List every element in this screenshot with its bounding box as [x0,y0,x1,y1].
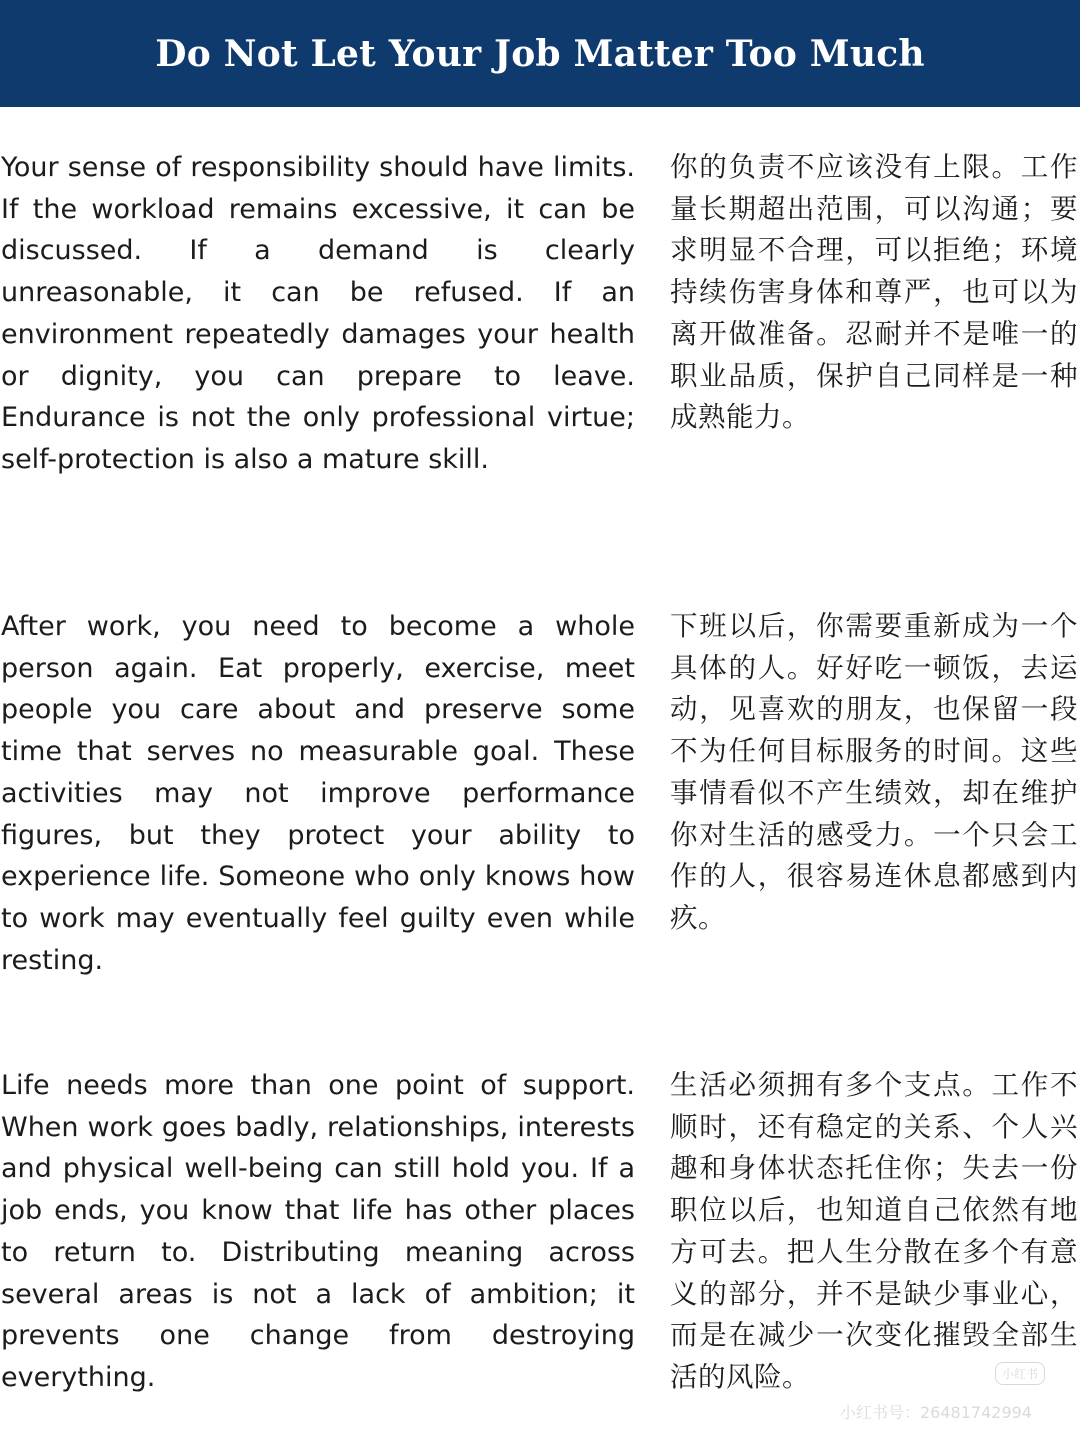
chinese-paragraph: 下班以后，你需要重新成为一个具体的人。好好吃一顿饭，去运动，见喜欢的朋友，也保留一段不为任何目标服务的时间。这些事情看似不产生绩效，却在维护你对生活的感受力。一个只会工作的人，很容易连休息都感到内疚。 [670,610,1078,934]
watermark-logo: 小红书 [995,1362,1045,1385]
english-paragraph: Your sense of responsibility should have limits. If the workload remains excessive, it can be discussed. If a demand is clearly unreasonable, it can be refused. If an environment repeatedly damages your health or dignity, you can prepare to leave. Endurance is not the only professional virtue; self-protection is also a mature skill. [1,152,635,475]
chinese-paragraph: 你的负责不应该没有上限。工作量长期超出范围，可以沟通；要求明显不合理，可以拒绝；环境持续伤害身体和尊严，也可以为离开做准备。忍耐并不是唯一的职业品质，保护自己同样是一种成熟能力。 [670,151,1078,434]
watermark-text: 小红书号：26481742994 [840,1403,1032,1422]
chinese-paragraph: 生活必须拥有多个支点。工作不顺时，还有稳定的关系、个人兴趣和身体状态托住你；失去一份职位以后，也知道自己依然有地方可去。把人生分散在多个有意义的部分，并不是缺少事业心，而是在减少一次变化摧毁全部生活的风险。 [670,1069,1078,1393]
page-header [0,0,1080,107]
english-paragraph: Life needs more than one point of support. When work goes badly, relationships, interests and physical well-being can still hold you. If a job ends, you know that life has other places to return to. Distributing meaning across several areas is not a lack of ambition; it prevents one change from destroying everything. [1,1070,635,1393]
english-paragraph: After work, you need to become a whole person again. Eat properly, exercise, meet people you care about and preserve some time that serves no measurable goal. These activities may not improve performance figures, but they protect your ability to experience life. Someone who only knows how to work may eventually feel guilty even while resting. [1,611,635,976]
page-title: Do Not Let Your Job Matter Too Much [155,32,925,75]
